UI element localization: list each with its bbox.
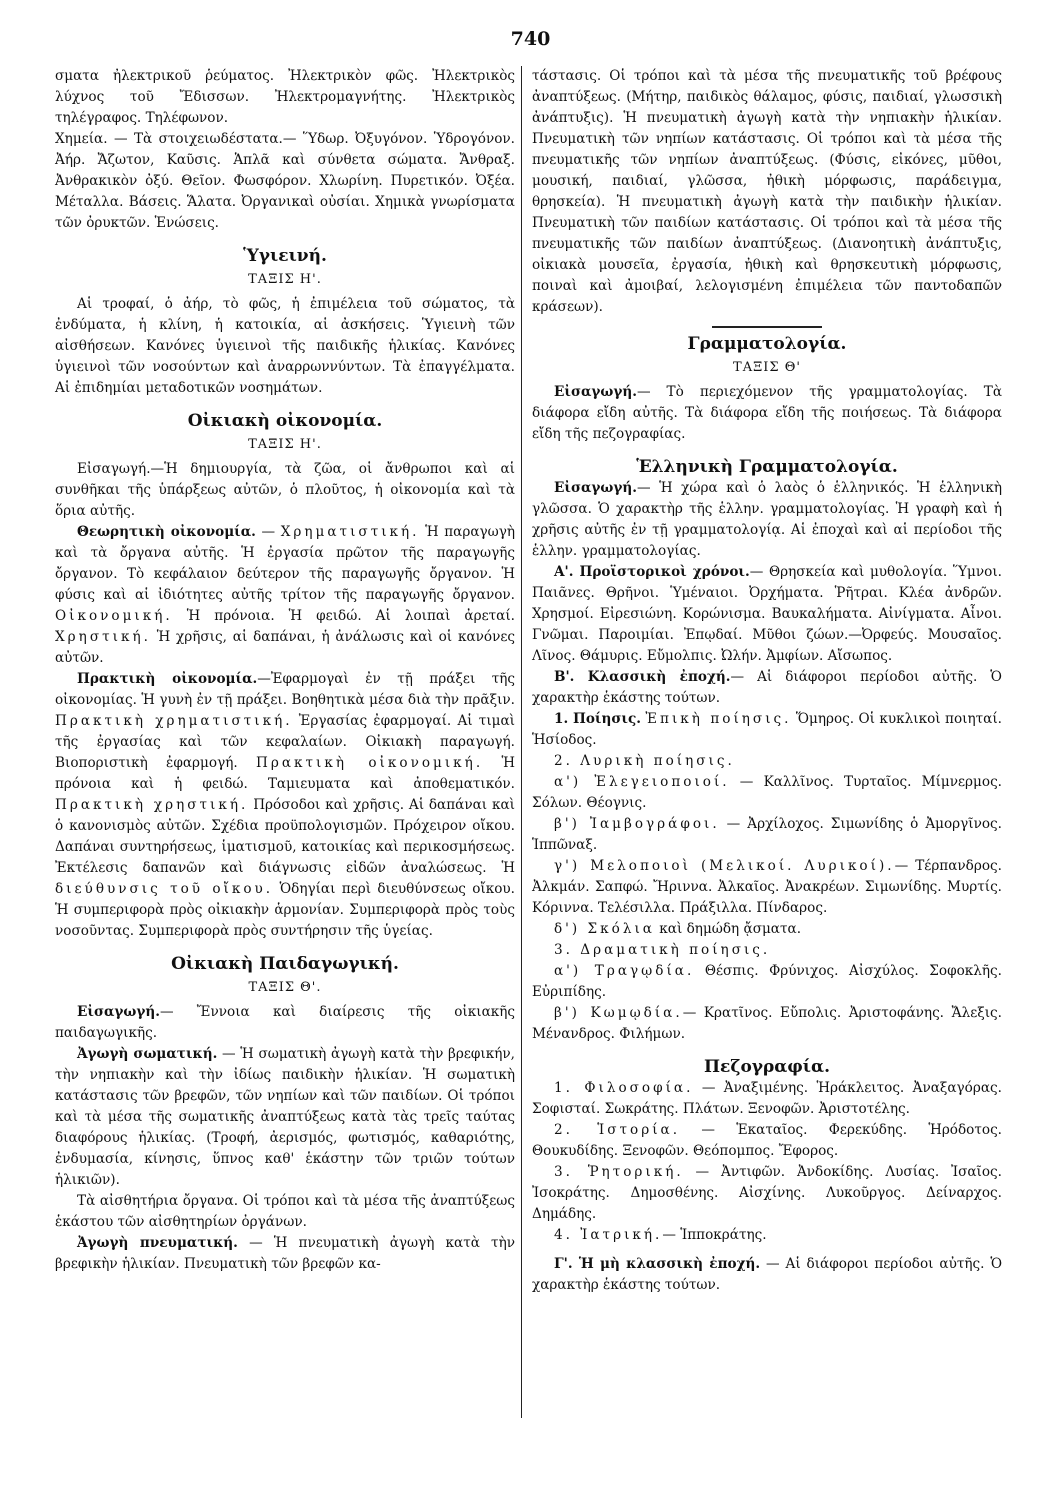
theoretical-economics: Θεωρητικὴ οἰκονομία. — Χρηματιστική. Ἡ παραγωγὴ καὶ τὰ ὄργανα αὐτῆς. Ἡ ἐργασία πρῶτον τῆς παραγωγῆς ὄργανον. Τὸ κεφάλαιον δεύτερον τῆς παραγωγῆς ὄργανον. Ἡ φύσις καὶ αἱ ἰδιότητες αὐτῆς τρίτον τῆς παραγωγῆς ὄργανον. Οἰκονομική. Ἡ πρόνοια. Ἡ φειδώ. Αἱ λοιπαὶ ἀρεταί. Χρηστική. Ἡ χρῆσις, αἱ δαπάναι, ἡ ἀνάλωσις καὶ οἱ κανόνες αὐτῶν. <box>55 524 515 666</box>
prehistoric-times <box>532 562 1002 667</box>
comedy <box>532 1003 1002 1045</box>
heading-home-pedagogy: Οἰκιακὴ Παιδαγωγική. <box>171 954 399 974</box>
classical-era <box>532 667 1002 709</box>
prehistoric-times-lead: Α'. Προϊστορικοὶ χρόνοι. <box>554 564 750 580</box>
elegiac-poets <box>532 772 1002 814</box>
elegiac-poets-label: α') Ἐλεγειοποιοί. <box>554 774 730 790</box>
class-hygiene: ΤΑΞΙΣ Η'. <box>248 272 322 287</box>
skolia-text: καὶ δημώδη ᾄσματα. <box>654 921 802 937</box>
practical-economics-lead: Πρακτικὴ οἰκονομία. <box>77 671 258 687</box>
rhetoric <box>532 1162 1002 1225</box>
theoretical-spaced-1: Χρηματιστική. <box>280 524 420 540</box>
chemistry-lead: Χημεία. <box>55 131 108 147</box>
mental-education-lead: Ἀγωγὴ πνευματική. <box>77 1235 238 1251</box>
philosophy-text: — Ἀναξιμένης. Ἡράκλειτος. Ἀναξαγόρας. Σοφισταί. Σωκράτης. Πλάτων. Ξενοφῶν. Ἀριστοτέλης. <box>532 1080 1002 1117</box>
medicine-label: 4. Ἰατρική. <box>554 1227 663 1243</box>
practical-economics <box>55 669 515 942</box>
right-column <box>532 66 1002 1296</box>
left-column <box>55 66 515 1275</box>
mental-education-text: — Ἡ πνευματικὴ ἀγωγὴ κατὰ τὴν βρεφικὴν ἡλικίαν. Πνευματικὴ τῶν βρεφῶν κα- <box>55 1235 515 1272</box>
theoretical-spaced-3: Χρηστική. <box>55 629 151 645</box>
pedagogy-intro <box>55 1002 515 1044</box>
poetry-lead: 1. Ποίησις. <box>554 711 641 727</box>
tragedy-label: α') Τραγῳδία. <box>554 963 695 979</box>
skolia <box>532 919 1002 940</box>
non-classical-era <box>532 1254 1002 1296</box>
class-home-pedagogy: ΤΑΞΙΣ Θ'. <box>248 980 322 995</box>
greek-literature-intro-lead: Εἰσαγωγή. <box>554 480 637 496</box>
non-classical-era-lead: Γ'. Ἡ μὴ κλασσικὴ ἐποχή. <box>554 1256 761 1272</box>
theoretical-text-1: Ἡ παραγωγὴ καὶ τὰ ὄργανα αὐτῆς. Ἡ ἐργασία πρῶτον τῆς παραγωγῆς ὄργανον. Τὸ κεφάλαιον δεύτερον τῆς παραγωγῆς ὄργανον. Ἡ φύσις καὶ αἱ ἰδιότητες αὐτῆς τρίτον τῆς παραγωγῆς ὄργανον. <box>55 524 515 603</box>
column-divider <box>521 66 522 1418</box>
chemistry-paragraph <box>55 129 515 234</box>
epic-poetry-text: Ὅμηρος. Οἱ κυκλικοὶ ποιηταί. Ἡσίοδος. <box>532 711 1002 748</box>
sense-organs: Τὰ αἰσθητήρια ὄργανα. Οἱ τρόποι καὶ τὰ μέσα τῆς ἀναπτύξεως ἑκάστου τῶν αἰσθητηρίων ὀργάνων. <box>55 1193 515 1230</box>
theoretical-text-2: Ἡ πρόνοια. Ἡ φειδώ. Αἱ λοιπαὶ ἀρεταί. <box>172 608 515 624</box>
comedy-text: — Κρατῖνος. Εὔπολις. Ἀριστοφάνης. Ἄλεξις. Μένανδρος. Φιλήμων. <box>532 1005 1002 1042</box>
greek-literature-intro-text: — Ἡ χώρα καὶ ὁ λαὸς ὁ ἑλληνικός. Ἡ ἑλληνικὴ γλῶσσα. Ὁ χαρακτὴρ τῆς ἑλλην. γραμματολογίας. Ἡ γραφὴ καὶ ἡ χρῆσις αὐτῆς ἐν τῇ γραμματολογίᾳ. Αἱ ἐποχαὶ καὶ αἱ περίοδοι τῆς ἑλλην. γραμματολογίας. <box>532 480 1002 559</box>
poetry <box>532 709 1002 751</box>
hygiene-paragraph: Αἱ τροφαί, ὁ ἀήρ, τὸ φῶς, ἡ ἐπιμέλεια τοῦ σώματος, τὰ ἐνδύματα, ἡ κλίνη, ἡ κατοικία, αἱ ἀσκήσεις. Ὑγιεινὴ τῶν αἰσθήσεων. Κανόνες ὑγιεινοὶ τῆς παιδικῆς ἡλικίας. Κανόνες ὑγιεινοὶ τῶν νοσούντων καὶ ἀναρρωννύντων. Τὰ ἐπαγγέλματα. Αἱ ἐπιδημίαι μεταδοτικῶν νοσημάτων. <box>55 296 515 396</box>
rhetoric-label: 3. Ῥητορική. <box>554 1164 684 1180</box>
mental-education <box>55 1233 515 1275</box>
class-home-economics: ΤΑΞΙΣ Η'. <box>248 437 322 452</box>
lyric-poetry <box>532 751 1002 772</box>
practical-text-1: —Ἐφαρμογαὶ ἐν τῇ πράξει τῆς οἰκονομίας. Ἡ γυνὴ ἐν τῇ πράξει. Βοηθητικὰ μέσα διὰ τὴν πρᾶξιν. <box>55 671 515 708</box>
lyric-poetry-label: 2. Λυρικὴ ποίησις. <box>554 753 735 769</box>
physical-education-lead: Ἀγωγὴ σωματική. <box>77 1046 218 1062</box>
section-rule <box>712 326 822 328</box>
practical-spaced-3: Πρακτικὴ χρηστική. <box>55 797 249 813</box>
economics-intro-text: —Ἡ δημιουργία, τὰ ζῶα, οἱ ἄνθρωποι καὶ αἱ συνθῆκαι τῆς ὑπάρξεως αὐτῶν, ὁ πλοῦτος, ἡ οἰκονομία καὶ τὰ ὅρια αὐτῆς. <box>55 461 515 519</box>
practical-text-4: Πρόσοδοι καὶ χρῆσις. Αἱ δαπάναι καὶ ὁ κανονισμὸς αὐτῶν. Σχέδια προϋπολογισμῶν. Πρόχειρον οἴκου. Δαπάναι συντηρήσεως, ἱματισμοῦ, κατοικίας καὶ περικοσμήσεως. Ἐκτέλεσις δαπανῶν καὶ διάγνωσις εἰδῶν ἀναλώσεως. Ἡ <box>55 797 515 876</box>
theoretical-economics-lead: Θεωρητικὴ οἰκονομία. <box>77 524 256 540</box>
comedy-label: β') Κωμῳδία. <box>554 1005 683 1021</box>
practical-text-2: Ἐργασίας ἐφαρμογαί. Αἱ τιμαὶ τῆς ἐργασίας καὶ τῶν κεφαλαίων. Οἰκιακὴ παραγωγή. Βιοποριστικὴ ἐφαρμογή. <box>55 713 515 771</box>
melic-poets-text: — Τέρπανδρος. Ἀλκμάν. Σαπφώ. Ἤριννα. Ἀλκαῖος. Ἀνακρέων. Σιμωνίδης. Μυρτίς. Κόριννα. Τελέσιλλα. Πράξιλλα. Πίνδαρος. <box>532 858 1002 916</box>
literature-intro-lead: Εἰσαγωγή. <box>554 384 637 400</box>
physics-continuation: σματα ἠλεκτρικοῦ ῥεύματος. Ἠλεκτρικὸν φῶς. Ἠλεκτρικὸς λύχνος τοῦ Ἔδισσων. Ἠλεκτρομαγνήτης. Ἠλεκτρικὸς τηλέγραφος. Τηλέφωνον. <box>55 68 515 126</box>
iambic-poets-text: — Ἀρχίλοχος. Σιμωνίδης ὁ Ἀμοργῖνος. Ἱππῶναξ. <box>532 816 1002 853</box>
greek-literature-intro <box>532 478 1002 562</box>
heading-literature: Γραμματολογία. <box>687 334 847 354</box>
economics-intro <box>55 459 515 522</box>
prehistoric-times-text: — Θρησκεία καὶ μυθολογία. Ὕμνοι. Παιᾶνες. Θρῆνοι. Ὑμέναιοι. Ὀρχήματα. Ῥῆτραι. Κλέα ἀνδρῶν. Χρησμοί. Εἰρεσιώνη. Κορώνισμα. Βαυκαλήματα. Αἰνίγματα. Αἶνοι. Γνῶμαι. Παροιμίαι. Ἐπῳδαί. Μῦθοι ζώων.—Ὀρφεύς. Μουσαῖος. Λῖνος. Θάμυρις. Εὔμολπις. Ὠλήν. Ἀμφίων. Αἴσωπος. <box>532 564 1002 664</box>
pedagogy-intro-text: — Ἔννοια καὶ διαίρεσις τῆς οἰκιακῆς παιδαγωγικῆς. <box>55 1004 515 1041</box>
medicine-text: — Ἱπποκράτης. <box>662 1227 767 1243</box>
tragedy-text: Θέσπις. Φρύνιχος. Αἰσχύλος. Σοφοκλῆς. Εὐριπίδης. <box>532 963 1002 1000</box>
literature-intro-text: — Τὸ περιεχόμενον τῆς γραμματολογίας. Τὰ διάφορα εἴδη αὐτῆς. Τὰ διάφορα εἴδη τῆς ποιήσεως. Τὰ διάφορα εἴδη τῆς πεζογραφίας. <box>532 384 1002 442</box>
heading-prose: Πεζογραφία. <box>703 1057 830 1077</box>
theoretical-text-3: Ἡ χρῆσις, αἱ δαπάναι, ἡ ἀνάλωσις καὶ οἱ κανόνες αὐτῶν. <box>55 629 515 666</box>
medicine <box>532 1225 1002 1246</box>
mental-education-continuation: τάστασις. Οἱ τρόποι καὶ τὰ μέσα τῆς πνευματικῆς τοῦ βρέφους ἀναπτύξεως. (Μήτηρ, παιδικὸς θάλαμος, φύσις, παιδιαί, γλωσσικὴ ἀνάπτυξις). Ἡ πνευματικὴ ἀγωγὴ κατὰ τὴν νηπιακὴν ἡλικίαν. Πνευματικὴ τῶν νηπίων κατάστασις. Οἱ τρόποι καὶ τὰ μέσα τῆς πνευματικῆς τῶν νηπίων ἀναπτύξεως. (Φύσις, εἰκόνες, μῦθοι, μουσική, παιδιαί, γλῶσσα, ἠθικὴ μόρφωσις, παράδειγμα, θρησκεία). Ἡ πνευματικὴ ἀγωγὴ κατὰ τὴν παιδικὴν ἡλικίαν. Πνευματικὴ τῶν παιδίων κατάστασις. Οἱ τρόποι καὶ τὰ μέσα τῆς πνευματικῆς τῶν παιδίων ἀναπτύξεως. (Διανοητικὴ ἀνάπτυξις, οἰκιακὰ μουσεῖα, ἐργασία, ἠθικὴ καὶ θρησκευτικὴ μόρφωσις, ποιναὶ καὶ ἀμοιβαί, λελογισμένη ἐπιμέλεια τῶν παντοδαπῶν κράσεων). <box>532 68 1002 315</box>
class-literature: ΤΑΞΙΣ Θ' <box>733 360 801 375</box>
epic-poetry: Ἐπικὴ ποίησις. <box>645 711 792 727</box>
history-text: — Ἑκαταῖος. Φερεκύδης. Ἡρόδοτος. Θουκυδίδης. Ξενοφῶν. Θεόπομπος. Ἔφορος. <box>532 1122 1002 1159</box>
page-number: 740 <box>510 28 551 50</box>
practical-text-5: Ὁδηγίαι περὶ διευθύνσεως οἴκου. Ἡ συμπεριφορὰ πρὸς οἰκιακὴν ἁρμονίαν. Συμπεριφορὰ πρὸς τοὺς νοσοῦντας. Συμπεριφορὰ πρὸς συντήρησιν τῆς ὑγείας. <box>55 881 515 939</box>
classical-era-text: — Αἱ διάφοροι περίοδοι αὐτῆς. Ὁ χαρακτὴρ ἑκάστης τούτων. <box>532 669 1002 706</box>
heading-hygiene: Ὑγιεινή. <box>243 246 327 266</box>
heading-greek-literature: Ἑλληνικὴ Γραμματολογία. <box>636 457 898 477</box>
melic-poets <box>532 856 1002 919</box>
history <box>532 1120 1002 1162</box>
classical-era-lead: Β'. Κλασσικὴ ἐποχή. <box>554 669 731 685</box>
rhetoric-text: — Ἀντιφῶν. Ἀνδοκίδης. Λυσίας. Ἰσαῖος. Ἰσοκράτης. Δημοσθένης. Αἰσχίνης. Λυκοῦργος. Δείναρχος. Δημάδης. <box>532 1164 1002 1222</box>
literature-intro <box>532 382 1002 445</box>
iambic-poets-label: β') Ἰαμβογράφοι. <box>554 816 720 832</box>
tragedy <box>532 961 1002 1003</box>
practical-spaced-2: Πρακτικὴ οἰκονομική. <box>256 755 484 771</box>
pedagogy-intro-lead: Εἰσαγωγή. <box>77 1004 160 1020</box>
skolia-label: δ') Σκόλια <box>554 921 655 937</box>
physical-education-text: — Ἡ σωματικὴ ἀγωγὴ κατὰ τὴν βρεφικήν, τὴν νηπιακὴν καὶ τὴν ἰδίως παιδικὴν ἡλικίαν. Ἡ σωματικὴ κατάστασις τῶν βρεφῶν, τῶν νηπίων καὶ τῶν παιδίων. Οἱ τρόποι καὶ τὰ μέσα τῆς σωματικῆς ἀναπτύξεως κατὰ τὰς τρεῖς ταύτας διαφόρους ἡλικίας. (Τροφή, ἀερισμός, φωτισμός, καθαριότης, ἐνδυμασία, κίνησις, ὕπνος καθ' ἑκάστην τῶν τριῶν τούτων ἡλικιῶν). <box>55 1046 515 1188</box>
melic-poets-label: γ') Μελοποιοὶ (Μελικοί. Λυρικοί). <box>554 858 895 874</box>
practical-spaced-4: διεύθυνσις τοῦ οἴκου. <box>55 881 274 897</box>
dramatic-poetry <box>532 940 1002 961</box>
practical-text-3: Ἡ πρόνοια καὶ ἡ φειδώ. Ταμιευματα καὶ ἀποθεματικόν. <box>55 755 515 792</box>
heading-home-economics: Οἰκιακὴ οἰκονομία. <box>187 411 383 431</box>
chemistry-text: — Τὰ στοιχειωδέστατα.— Ὕδωρ. Ὀξυγόνον. Ὑδρογόνον. Ἀήρ. Ἄζωτον, Καῦσις. Ἁπλᾶ καὶ σύνθετα σώματα. Ἄνθραξ. Ἀνθρακικὸν ὀξύ. Θεῖον. Φωσφόρον. Χλωρίνη. Πυρετικόν. Ὀξέα. Μέταλλα. Βάσεις. Ἅλατα. Ὀργανικαὶ οὐσίαι. Χημικὰ γνωρίσματα τῶν ὀρυκτῶν. Ἑνώσεις. <box>55 131 515 231</box>
iambic-poets <box>532 814 1002 856</box>
economics-intro-lead: Εἰσαγωγή. <box>77 461 151 477</box>
philosophy <box>532 1078 1002 1120</box>
theoretical-spaced-2: Οἰκονομική. <box>55 608 173 624</box>
dramatic-poetry-label: 3. Δραματικὴ ποίησις. <box>554 942 771 958</box>
non-classical-era-text: — Αἱ διάφοροι περίοδοι αὐτῆς. Ὁ χαρακτὴρ ἑκάστης τούτων. <box>532 1256 1002 1293</box>
history-label: 2. Ἱστορία. <box>554 1122 681 1138</box>
physical-education <box>55 1044 515 1191</box>
practical-spaced-1: Πρακτικὴ χρηματιστική. <box>55 713 293 729</box>
elegiac-poets-text: — Καλλῖνος. Τυρταῖος. Μίμνερμος. Σόλων. Θέογνις. <box>532 774 1002 811</box>
philosophy-label: 1. Φιλοσοφία. <box>554 1080 694 1096</box>
